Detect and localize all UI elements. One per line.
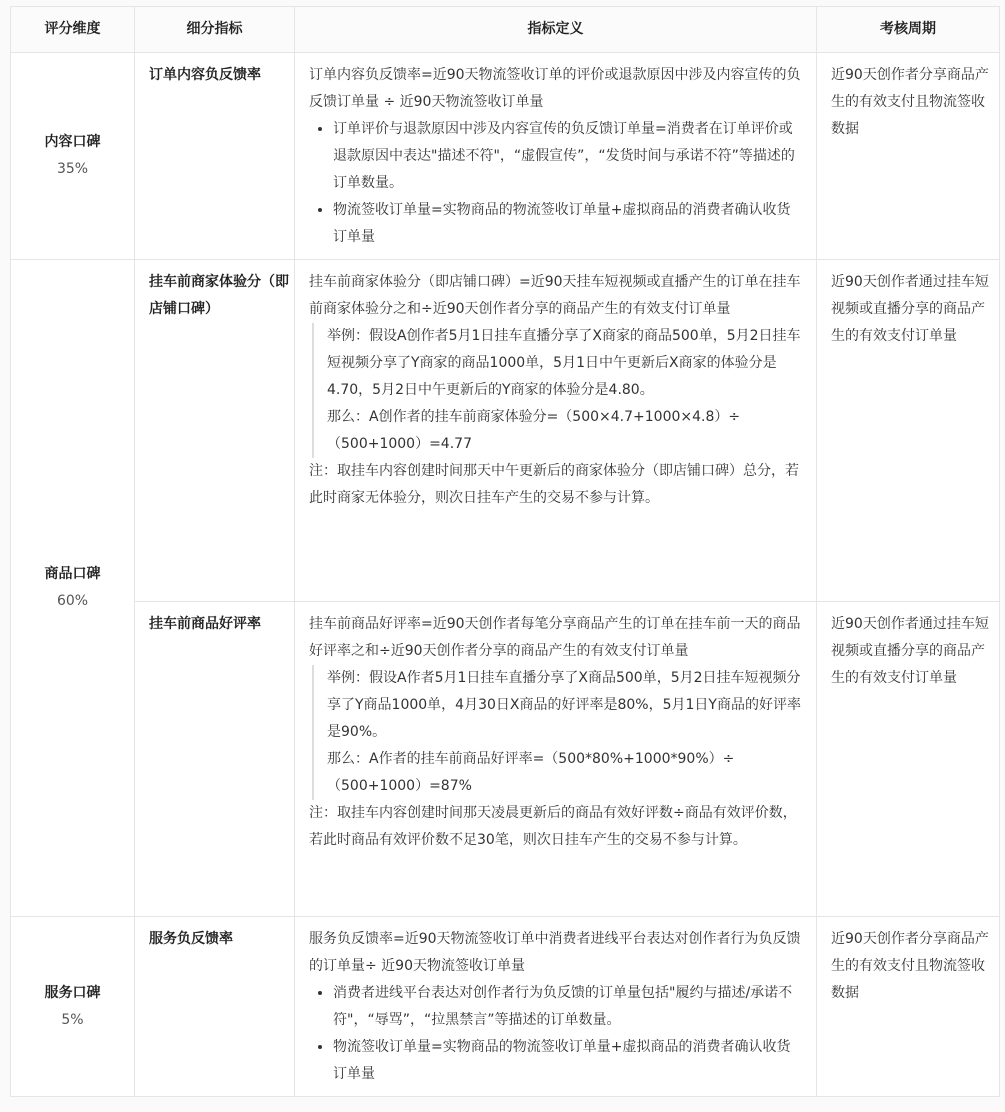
rating-table bbox=[10, 6, 1000, 1097]
table-row-content bbox=[11, 53, 1000, 260]
table-header-row bbox=[11, 7, 1000, 53]
header-period: 考核周期 bbox=[817, 7, 1000, 53]
period-text: 近90天创作者通过挂车短视频或直播分享的商品产生的有效支付订单量 bbox=[817, 602, 1000, 917]
dimension-weight: 35% bbox=[56, 161, 89, 177]
header-metric: 细分指标 bbox=[135, 7, 295, 53]
definition-bullets bbox=[309, 116, 802, 251]
period-text: 近90天创作者分享商品产生的有效支付且物流签收数据 bbox=[817, 917, 1000, 1097]
metric-name: 挂车前商家体验分（即店铺口碑） bbox=[135, 260, 295, 602]
example-text: 举例：假设A作者5月1日挂车直播分享了X商品500单，5月2日挂车短视频分享了Y商品1000单，4月30日X商品的好评率是80%，5月1日Y商品的好评率是90%。 bbox=[327, 670, 801, 740]
list-item: • 订单评价与退款原因中涉及内容宣传的负反馈订单量=消费者在订单评价或退款原因中表达"描述不符"，“虚假宣传”，“发货时间与承诺不符”等描述的订单数量。 bbox=[333, 116, 802, 197]
example-formula: 那么：A作者的挂车前商品好评率=（500*80%+1000*90%）÷（500+1000）=87% bbox=[327, 751, 735, 794]
definition-cell bbox=[295, 53, 817, 260]
list-item: • 物流签收订单量=实物商品的物流签收订单量+虚拟商品的消费者确认收货订单量 bbox=[333, 1034, 802, 1088]
dimension-cell bbox=[11, 53, 135, 260]
definition-text: 挂车前商家体验分（即店铺口碑）=近90天挂车短视频或直播产生的订单在挂车前商家体验分之和÷近90天创作者分享的商品产生的有效支付订单量 bbox=[309, 274, 801, 317]
metric-name: 服务负反馈率 bbox=[135, 917, 295, 1097]
example-formula: 那么：A创作者的挂车前商家体验分=（500×4.7+1000×4.8）÷（500+1000）=4.77 bbox=[327, 409, 741, 452]
note-text: 注：取挂车内容创建时间那天凌晨更新后的商品有效好评数÷商品有效评价数，若此时商品有效评价数不足30笔，则次日挂车产生的交易不参与计算。 bbox=[309, 805, 797, 848]
dimension-cell bbox=[11, 917, 135, 1097]
example-block bbox=[312, 323, 802, 458]
dimension-cell bbox=[11, 260, 135, 917]
definition-bullets bbox=[309, 980, 802, 1088]
metric-name: 挂车前商品好评率 bbox=[135, 602, 295, 917]
header-dimension: 评分维度 bbox=[11, 7, 135, 53]
dimension-weight: 5% bbox=[61, 1011, 84, 1028]
table-row-merchant bbox=[11, 260, 1000, 602]
example-text: 举例：假设A创作者5月1日挂车直播分享了X商家的商品500单，5月2日挂车短视频分享了Y商家的商品1000单，5月1日中午更新后X商家的体验分是4.70，5月2日中午更新后的Y商家的体验分是4.80。 bbox=[327, 328, 801, 398]
definition-cell bbox=[295, 260, 817, 602]
metric-name: 订单内容负反馈率 bbox=[135, 53, 295, 260]
list-item: • 物流签收订单量=实物商品的物流签收订单量+虚拟商品的消费者确认收货订单量 bbox=[333, 197, 802, 251]
table-row-goods bbox=[11, 602, 1000, 917]
header-definition: 指标定义 bbox=[295, 7, 817, 53]
note-text: 注：取挂车内容创建时间那天中午更新后的商家体验分（即店铺口碑）总分，若此时商家无体验分，则次日挂车产生的交易不参与计算。 bbox=[309, 463, 799, 506]
dimension-name: 内容口碑 bbox=[44, 134, 101, 150]
period-text: 近90天创作者分享商品产生的有效支付且物流签收数据 bbox=[817, 53, 1000, 260]
period-text: 近90天创作者通过挂车短视频或直播分享的商品产生的有效支付订单量 bbox=[817, 260, 1000, 602]
definition-text: 订单内容负反馈率=近90天物流签收订单的评价或退款原因中涉及内容宣传的负反馈订单量 ÷ 近90天物流签收订单量 bbox=[309, 67, 801, 110]
list-item: • 消费者进线平台表达对创作者行为负反馈的订单量包括"履约与描述/承诺不符"，“辱骂”，“拉黑禁言”等描述的订单数量。 bbox=[333, 980, 802, 1034]
definition-cell bbox=[295, 917, 817, 1097]
definition-cell bbox=[295, 602, 817, 917]
dimension-name: 商品口碑 bbox=[44, 566, 101, 582]
example-block bbox=[312, 665, 802, 800]
definition-text: 挂车前商品好评率=近90天创作者每笔分享商品产生的订单在挂车前一天的商品好评率之和÷近90天创作者分享的商品产生的有效支付订单量 bbox=[309, 616, 801, 659]
table-row-service bbox=[11, 917, 1000, 1097]
dimension-name: 服务口碑 bbox=[44, 984, 101, 1001]
dimension-weight: 60% bbox=[56, 593, 89, 609]
definition-text: 服务负反馈率=近90天物流签收订单中消费者进线平台表达对创作者行为负反馈的订单量÷ 近90天物流签收订单量 bbox=[309, 931, 801, 974]
